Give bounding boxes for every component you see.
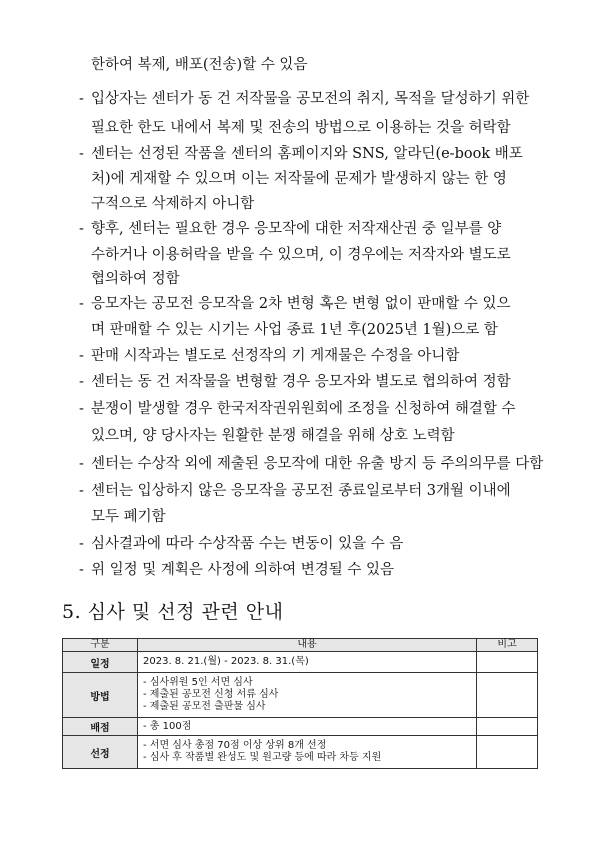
content-line: 2023. 8. 21.(월) - 2023. 8. 31.(목) <box>143 656 309 667</box>
line-text: 센터는 입상하지 않은 응모작을 공모전 종료일로부터 3개월 이내에 <box>91 483 511 499</box>
bullet-dash: - <box>79 348 84 364</box>
line-text: 며 판매할 수 있는 시기는 사업 종료 1년 후(2025년 1월)으로 함 <box>91 322 498 338</box>
content-line: - 제출된 공모전 출판물 심사 <box>143 701 266 712</box>
line-text: 모두 폐기함 <box>91 509 166 525</box>
header-content: 내용 <box>138 639 477 652</box>
review-table <box>62 638 538 769</box>
bullet-dash: - <box>79 221 84 237</box>
row-note <box>477 652 538 673</box>
content-line: - 총 100점 <box>143 720 192 732</box>
line-text: 심사결과에 따라 수상작품 수는 변동이 있을 수 음 <box>91 536 404 552</box>
content-line: - 서면 심사 총점 70점 이상 상위 8개 선정 <box>143 740 327 751</box>
bullet-dash: - <box>79 401 84 417</box>
row-content <box>138 652 477 673</box>
table-header-row <box>63 639 538 652</box>
header-note: 비고 <box>477 639 538 652</box>
bullet-dash: - <box>79 562 84 578</box>
row-category: 배점 <box>63 718 138 736</box>
line-text: 분쟁이 발생할 경우 한국저작권위원회에 조정을 신청하여 해결할 수 <box>91 401 516 417</box>
row-category: 선정 <box>63 736 138 769</box>
line-text: 판매 시작과는 별도로 선정작의 기 게재물은 수정을 아니함 <box>91 348 460 364</box>
line-text: 센터는 수상작 외에 제출된 응모작에 대한 유출 방지 등 주의의무를 다함 <box>91 456 544 472</box>
table-row <box>63 718 538 736</box>
table-row <box>63 652 538 673</box>
header-category: 구분 <box>63 639 138 652</box>
row-note <box>477 718 538 736</box>
bullet-dash: - <box>79 91 84 107</box>
line-text: 응모자는 공모전 응모작을 2차 변형 혹은 변형 없이 판매할 수 있으 <box>91 296 511 312</box>
row-content <box>138 718 477 736</box>
line-text: 필요한 한도 내에서 복제 및 전송의 방법으로 이용하는 것을 허락함 <box>91 120 511 136</box>
bullet-dash: - <box>79 374 84 390</box>
line-text: 수하거나 이용허락을 받을 수 있으며, 이 경우에는 저작자와 별도로 <box>91 247 511 263</box>
content-line: - 심사 후 작품별 완성도 및 원고량 등에 따라 차등 지원 <box>143 752 382 763</box>
table-row <box>63 736 538 769</box>
row-category: 방법 <box>63 673 138 718</box>
row-note <box>477 736 538 769</box>
row-content <box>138 736 477 769</box>
line-text: 협의하여 정함 <box>91 271 180 287</box>
bullet-dash: - <box>79 296 84 312</box>
table-row <box>63 673 538 718</box>
section-title: 5. 심사 및 선정 관련 안내 <box>62 601 284 623</box>
line-text: 위 일정 및 계획은 사정에 의하여 변경될 수 있음 <box>91 562 395 578</box>
bullet-dash: - <box>79 146 84 162</box>
content-line: - 심사위원 5인 서면 심사 <box>143 677 253 688</box>
line-text: 입상자는 센터가 동 건 저작물을 공모전의 취지, 목적을 달성하기 위한 <box>91 91 530 107</box>
line-text: 향후, 센터는 필요한 경우 응모작에 대한 저작재산권 중 일부를 양 <box>91 221 502 237</box>
row-content <box>138 673 477 718</box>
line-text: 센터는 선정된 작품을 센터의 홈페이지와 SNS, 알라딘(e-book 배포 <box>91 146 523 162</box>
line-text: 있으며, 양 당사자는 원활한 분쟁 해결을 위해 상호 노력함 <box>91 428 455 444</box>
row-note <box>477 673 538 718</box>
line-text: 한하여 복제, 배포(전송)할 수 있음 <box>91 57 308 73</box>
bullet-dash: - <box>79 536 84 552</box>
row-category: 일정 <box>63 652 138 673</box>
line-text: 구적으로 삭제하지 아니함 <box>91 196 255 212</box>
line-text: 처)에 게재할 수 있으며 이는 저작물에 문제가 발생하지 않는 한 영 <box>91 171 507 187</box>
bullet-dash: - <box>79 483 84 499</box>
line-text: 센터는 동 건 저작물을 변형할 경우 응모자와 별도로 협의하여 정함 <box>91 374 511 390</box>
bullet-dash: - <box>79 456 84 472</box>
content-line: - 제출된 공모전 신청 서류 심사 <box>143 689 279 700</box>
